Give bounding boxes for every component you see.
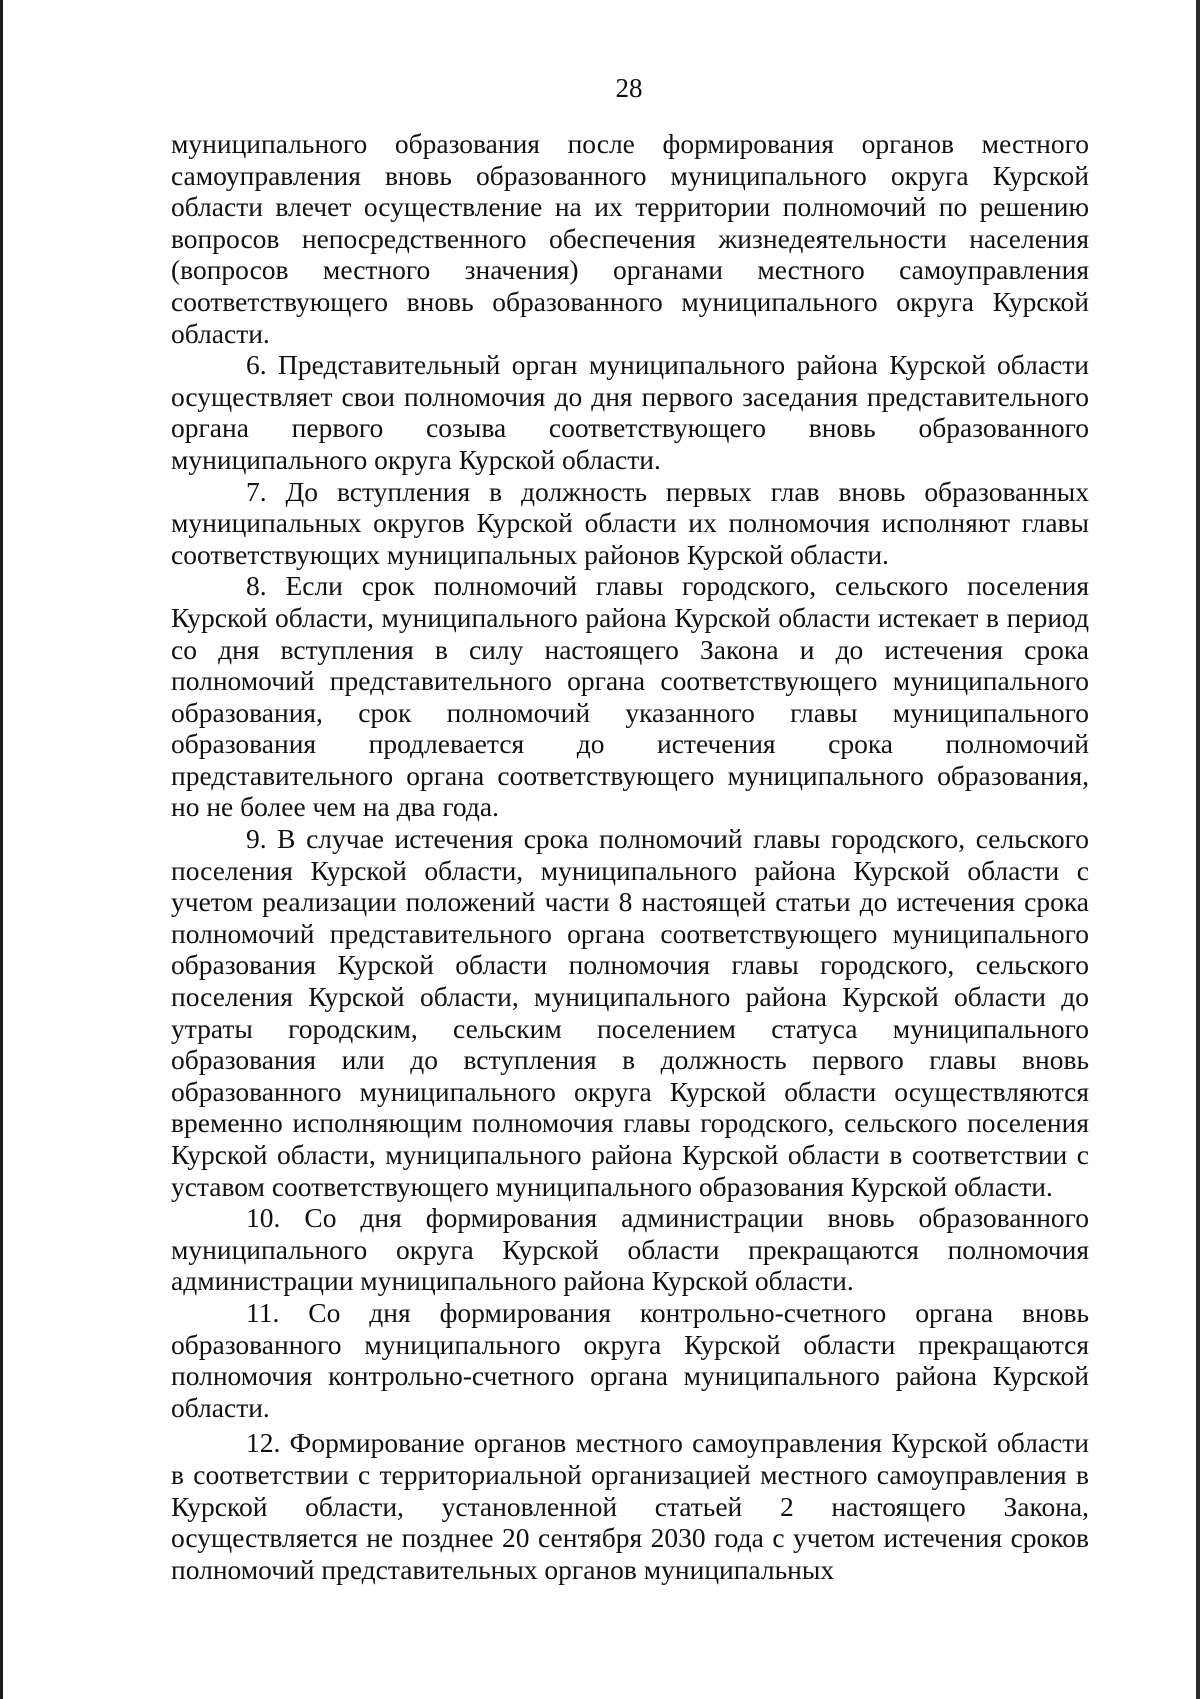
paragraph-item-6: 6. Представительный орган муниципального района Курской области осуществляет свои полномочия до дня первого заседания представительного органа первого созыва соответствующего вновь образованного муниципального округа Курской области.	[171, 349, 1089, 475]
document-body	[171, 128, 1089, 1585]
paragraph-item-9: 9. В случае истечения срока полномочий главы городского, сельского поселения Курской области, муниципального района Курской области с учетом реализации положений части 8 настоящей статьи до истечения срока полномочий представительного органа соответствующего муниципального образования Курской области полномочия главы городского, сельского поселения Курской области, муниципального района Курской области до утраты городским, сельским поселением статуса муниципального образования или до вступления в должность первого главы вновь образованного муниципального округа Курской области осуществляются временно исполняющим полномочия главы городского, сельского поселения Курской области, муниципального района Курской области в соответствии с уставом соответствующего муниципального образования Курской области.	[171, 823, 1089, 1202]
paragraph-item-11: 11. Со дня формирования контрольно-счетного органа вновь образованного муниципального округа Курской области прекращаются полномочия контрольно-счетного органа муниципального района Курской области.	[171, 1296, 1089, 1423]
scan-edge-left	[0, 0, 3, 1699]
scan-edge-right	[1196, 0, 1200, 1699]
paragraph-item-10: 10. Со дня формирования администрации вновь образованного муниципального округа Курской области прекращаются полномочия администрации муниципального района Курской области.	[171, 1202, 1089, 1297]
paragraph-continuation: муниципального образования после формирования органов местного самоуправления вновь образованного муниципального округа Курской области влечет осуществление на их территории полномочий по решению вопросов непосредственного обеспечения жизнедеятельности населения (вопросов местного значения) органами местного самоуправления соответствующего вновь образованного муниципального округа Курской области.	[171, 128, 1089, 349]
paragraph-item-8: 8. Если срок полномочий главы городского, сельского поселения Курской области, муниципального района Курской области истекает в период со дня вступления в силу настоящего Закона и до истечения срока полномочий представительного органа соответствующего муниципального образования, срок полномочий указанного главы муниципального образования продлевается до истечения срока полномочий представительного органа соответствующего муниципального образования, но не более чем на два года.	[171, 570, 1089, 823]
paragraph-item-7: 7. До вступления в должность первых глав вновь образованных муниципальных округов Курской области их полномочия исполняют главы соответствующих муниципальных районов Курской области.	[171, 475, 1089, 570]
paragraph-item-12: 12. Формирование органов местного самоуправления Курской области в соответствии с территориальной организацией местного самоуправления в Курской области, установленной статьей 2 настоящего Закона, осуществляется не позднее 20 сентября 2030 года с учетом истечения сроков полномочий представительных органов муниципальных	[171, 1427, 1089, 1585]
page-number: 28	[615, 73, 643, 103]
